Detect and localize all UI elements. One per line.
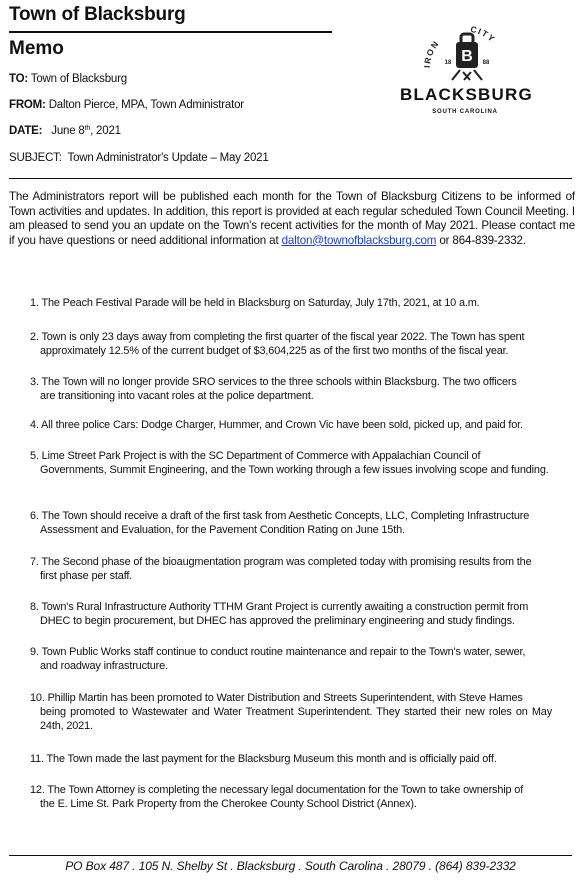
list-item <box>30 375 552 403</box>
subject-value: Town Administrator's Update – May 2021 <box>67 152 269 164</box>
list-item <box>30 645 552 673</box>
to-line <box>9 73 127 85</box>
svg-text:IRON <box>422 38 441 68</box>
from-label: FROM: <box>9 99 46 111</box>
title-divider <box>9 31 332 33</box>
list-item <box>30 783 552 811</box>
list-item <box>30 555 552 583</box>
logo-year-left: 18 <box>444 60 452 66</box>
item-first-line: 4. All three police Cars: Dodge Charger, Hummer, and Crown Vic have been sold, picked up, and paid for. <box>30 419 523 431</box>
to-label: TO: <box>9 73 28 85</box>
footer-divider <box>9 855 572 856</box>
memo-title: Town of Blacksburg <box>9 4 186 25</box>
item-continuation: Governments, Summit Engineering, and the Town working through a few issues involving scope and funding. <box>40 464 549 476</box>
list-item <box>30 330 552 358</box>
date-year: , 2021 <box>90 125 121 137</box>
item-first-line: 5. Lime Street Park Project is with the SC Department of Commerce with Appalachian Council of <box>30 450 481 462</box>
email-link[interactable]: dalton@townofblacksburg.com <box>281 233 437 247</box>
list-item <box>30 600 552 628</box>
logo-name: BLACKSBURG <box>400 85 533 104</box>
intro-text: The Administrators report will be published each month for the Town of Blacksburg Citizens to be informed of Town activities and updates. In addition, this report is provided at each regular scheduled Town Council Meeting. I am pleased to send you an update on the Town's recent activities for the month of May 2021. Please contact me if you have questions or need additional information at <box>9 190 575 247</box>
item-continuation: Assessment and Evaluation, for the Pavement Condition Rating on June 15th. <box>40 524 405 536</box>
item-first-line: 1. The Peach Festival Parade will be held in Blacksburg on Saturday, July 17th, 2021, at 10 a.m. <box>30 297 480 309</box>
intro-tail: or 864-839-2332. <box>436 233 526 247</box>
list-item <box>30 752 552 766</box>
header-divider <box>9 178 572 179</box>
to-value: Town of Blacksburg <box>30 73 127 85</box>
date-value: June 8 <box>51 125 85 137</box>
item-first-line: 7. The Second phase of the bioaugmentation program was completed today with promising results from the <box>30 556 532 568</box>
item-first-line: 3. The Town will no longer provide SRO services to the three schools within Blacksburg. The two officers <box>30 376 517 388</box>
item-first-line: 8. Town's Rural Infrastructure Authority TTHM Grant Project is currently awaiting a construction permit from <box>30 601 529 613</box>
item-first-line: 12. The Town Attorney is completing the necessary legal documentation for the Town to take ownership of <box>30 784 524 796</box>
item-first-line: 9. Town Public Works staff continue to conduct routine maintenance and repair to the Town's water, sewer, <box>30 646 526 658</box>
item-continuation: being promoted to Wastewater and Water Treatment Superintendent. They started their new roles on May 24th, 2021. <box>40 706 552 732</box>
date-label: DATE: <box>9 125 43 137</box>
from-value: Dalton Pierce, MPA, Town Administrator <box>48 99 244 111</box>
item-continuation: first phase per staff. <box>40 570 133 582</box>
list-item <box>30 418 552 432</box>
intro-paragraph <box>9 190 575 248</box>
item-continuation: DHEC to begin procurement, but DHEC has approved the preliminary engineering and study findings. <box>40 615 515 627</box>
from-line <box>9 99 244 111</box>
item-continuation: are transitioning into vacant roles at the police department. <box>40 390 314 402</box>
town-logo <box>400 22 533 122</box>
logo-year-right: 88 <box>482 60 490 66</box>
logo-letter: B <box>461 48 473 65</box>
footer-address: PO Box 487 . 105 N. Shelby St . Blacksburg . South Carolina . 28079 . (864) 839-2332 <box>65 859 516 873</box>
logo-state: SOUTH CAROLINA <box>432 109 498 115</box>
subject-label: SUBJECT: <box>9 152 62 164</box>
logo-arc-right: CITY <box>469 23 498 45</box>
item-first-line: 10. Phillip Martin has been promoted to Water Distribution and Streets Superintendent, with Steve Hames <box>30 692 523 704</box>
list-item <box>30 691 552 733</box>
memo-subtitle: Memo <box>9 38 64 59</box>
subject-line <box>9 152 269 164</box>
item-continuation: approximately 12.5% of the current budget of $3,604,225 as of the first two months of the fiscal year. <box>40 345 509 357</box>
item-first-line: 11. The Town made the last payment for the Blacksburg Museum this month and is officially paid off. <box>30 753 497 765</box>
list-item <box>30 509 552 537</box>
item-continuation: the E. Lime St. Park Property from the Cherokee County School District (Annex). <box>40 798 417 810</box>
date-sup: th <box>84 125 91 132</box>
item-first-line: 2. Town is only 23 days away from completing the first quarter of the fiscal year 2022. The Town has spent <box>30 331 525 343</box>
item-continuation: and roadway infrastructure. <box>40 660 168 672</box>
date-line <box>9 125 121 137</box>
item-first-line: 6. The Town should receive a draft of the first task from Aesthetic Concepts, LLC, Completing Infrastructure <box>30 510 530 522</box>
seal-icon <box>400 22 530 84</box>
logo-arc-left: IRON <box>421 38 442 69</box>
list-item <box>30 296 552 310</box>
list-item <box>30 449 552 477</box>
